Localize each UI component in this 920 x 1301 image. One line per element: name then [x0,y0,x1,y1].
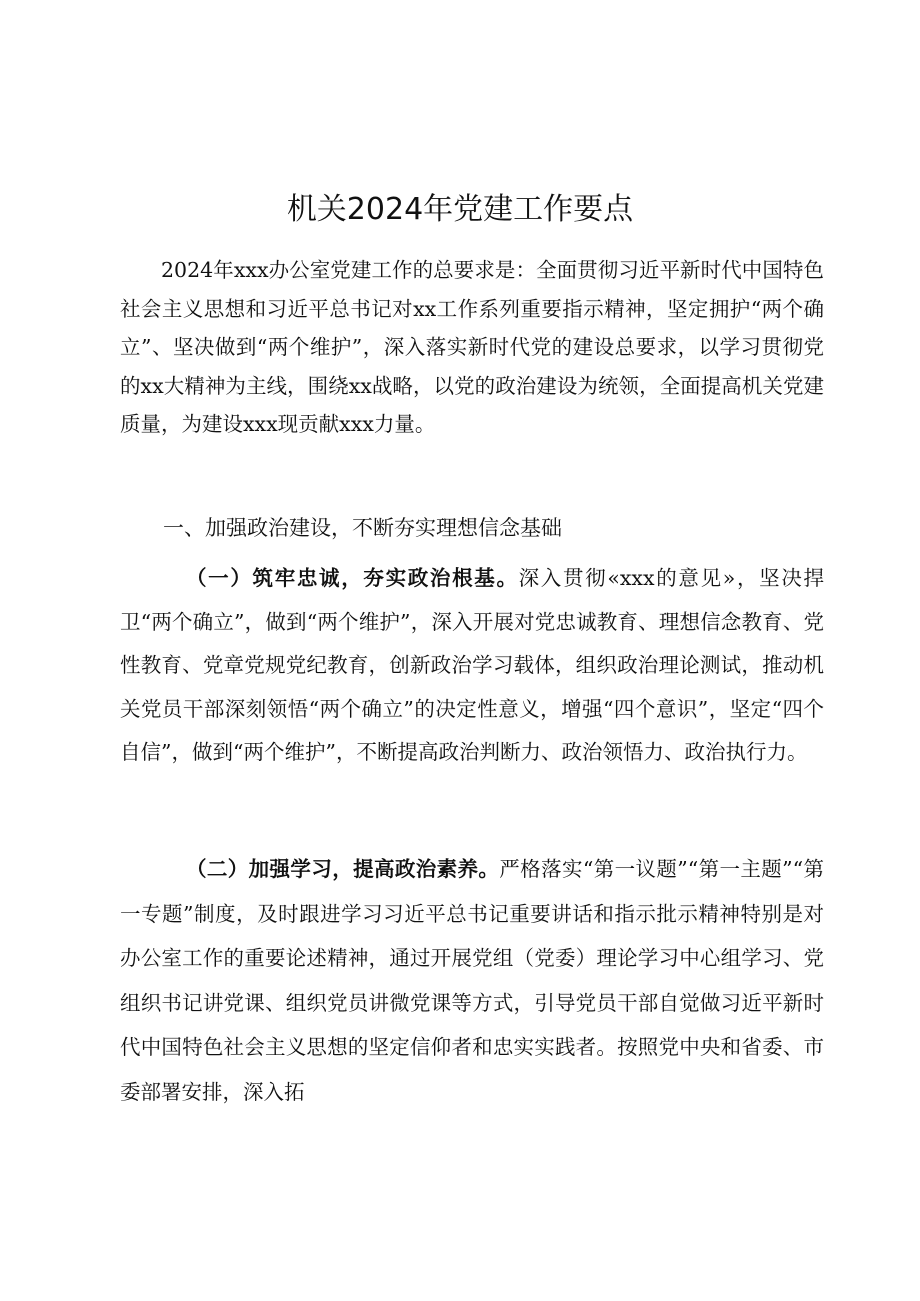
item-text-2: 严格落实“第一议题”“第一主题”“第一专题”制度，及时跟进学习习近平总书记重要讲话和指示批示精神特别是对办公室工作的重要论述精神，通过开展党组（党委）理论学习中心组学习、党组织书记讲党课、组织党员讲微党课等方式，引导党员干部自觉做习近平新时代中国特色社会主义思想的坚定信仰者和忠实实践者。按照党中央和省委、市委部署安排，深入拓 [120,857,824,1104]
item-lead-1: （一）筑牢忠诚，夯实政治根基。 [186,566,519,590]
item-paragraph-1 [120,557,824,775]
document-title: 机关2024年党建工作要点 [286,192,634,227]
item-text-1: 深入贯彻«xxx的意见»，坚决捍卫“两个确立”，做到“两个维护”，深入开展对党忠诚教育、理想信念教育、党性教育、党章党规党纪教育，创新政治学习载体，组织政治理论测试，推动机关党员干部深刻领悟“两个确立”的决定性意义，增强“四个意识”，坚定“四个自信”，做到“两个维护”，不断提高政治判断力、政治领悟力、政治执行力。 [120,566,824,764]
item-paragraph-2 [120,847,824,1114]
item-lead-2: （二）加强学习，提高政治素养。 [186,857,500,881]
section-heading: 一、加强政治建设，不断夯实理想信念基础 [163,516,562,540]
intro-paragraph: 2024年xxx办公室党建工作的总要求是：全面贯彻习近平新时代中国特色社会主义思想和习近平总书记对xx工作系列重要指示精神，坚定拥护“两个确立”、坚决做到“两个维护”，深入落实新时代党的建设总要求，以学习贯彻党的xx大精神为主线，围绕xx战略，以党的政治建设为统领，全面提高机关党建质量，为建设xxx现贡献xxx力量。 [120,258,824,436]
